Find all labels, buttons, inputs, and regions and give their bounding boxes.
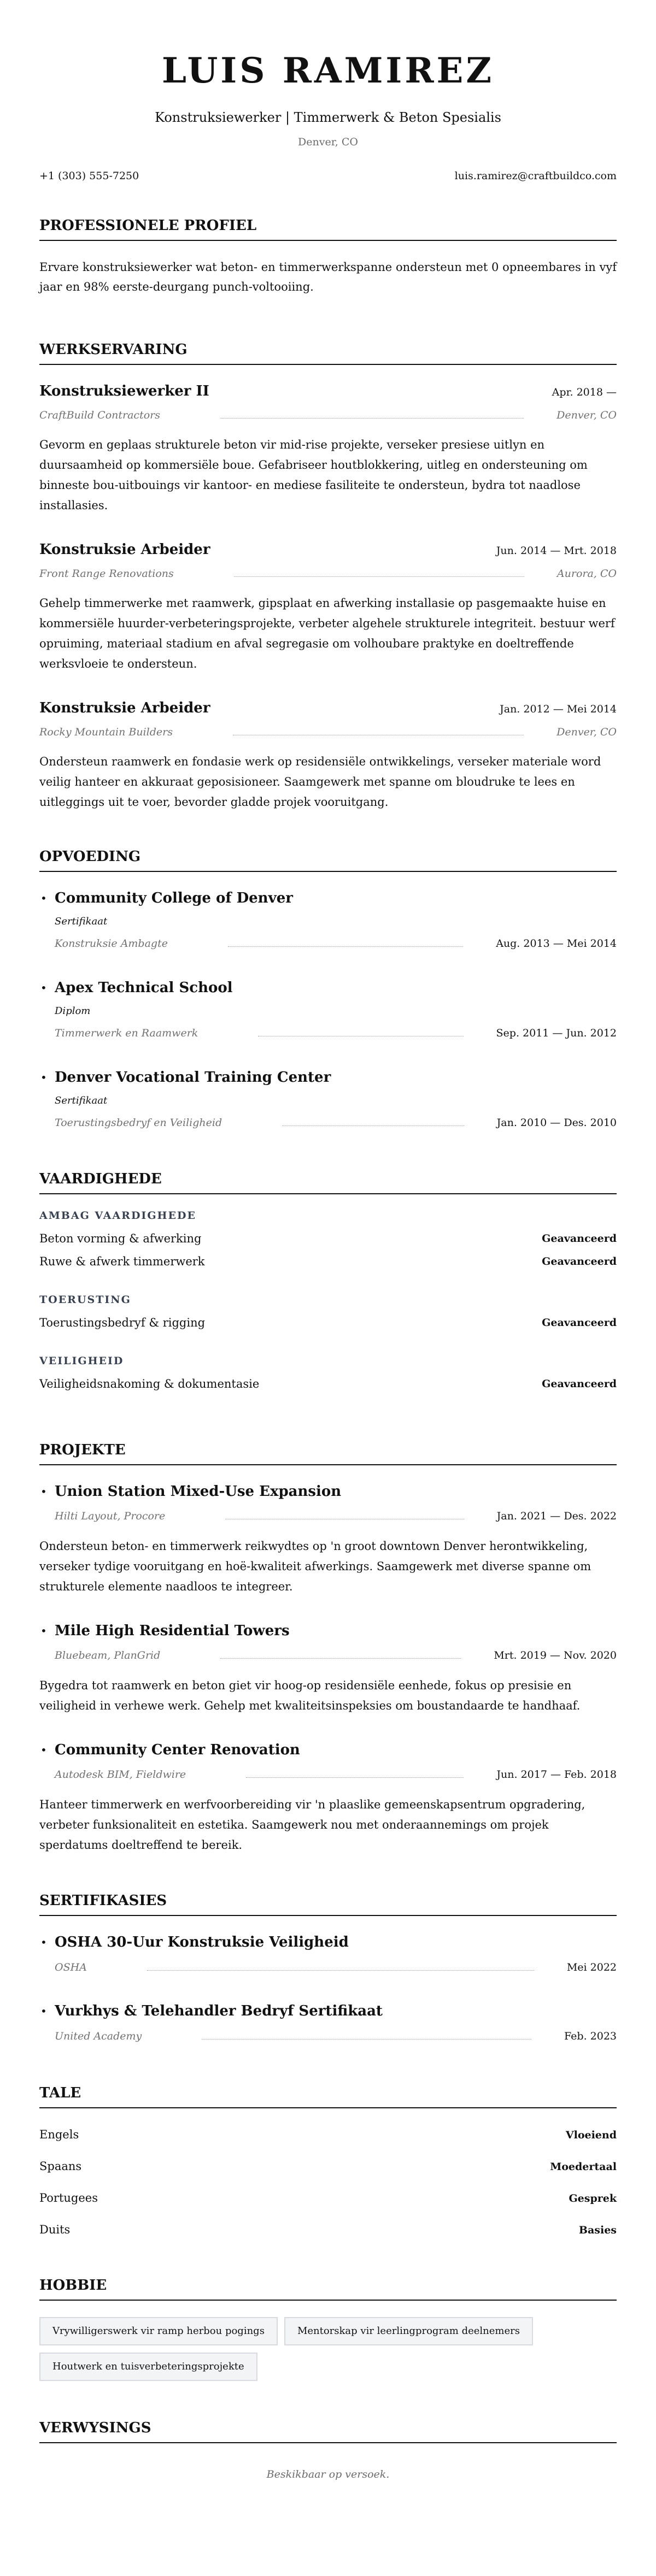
job-entry — [39, 540, 617, 674]
education-list — [39, 888, 617, 1130]
field-of-study: Konstruksie Ambagte — [55, 938, 168, 950]
job-dates: Apr. 2018 — — [552, 386, 617, 398]
experience-section — [39, 340, 617, 812]
project-title: • Union Station Mixed-Use Expansion — [55, 1483, 342, 1500]
certification-date: Mei 2022 — [566, 1961, 617, 1973]
project-dates: Jan. 2021 — Des. 2022 — [496, 1510, 617, 1522]
skills-section — [39, 1170, 617, 1391]
projects-section — [39, 1441, 617, 1855]
skill-category: TOERUSTING — [39, 1294, 131, 1306]
section-heading: HOBBIE — [39, 2276, 617, 2301]
job-dates: Jan. 2012 — Mei 2014 — [500, 703, 617, 715]
job-location: Aurora, CO — [557, 568, 617, 580]
hobbies-section — [39, 2276, 617, 2381]
meta-row — [39, 2029, 617, 2043]
language-level: Vloeiend — [565, 2129, 617, 2141]
school-name: • Apex Technical School — [55, 980, 233, 996]
certification-issuer: United Academy — [55, 2030, 142, 2042]
meta-row — [39, 1767, 617, 1782]
contact-row — [39, 169, 617, 183]
language-name: Engels — [39, 2128, 79, 2141]
project-tools: Autodesk BIM, Fieldwire — [55, 1769, 186, 1781]
section-heading: VAARDIGHEDE — [39, 1170, 617, 1194]
hobby-tag: Vrywilligerswerk vir ramp herbou pogings — [39, 2317, 278, 2345]
job-location: Denver, CO — [557, 726, 617, 738]
skill-category: AMBAG VAARDIGHEDE — [39, 1210, 196, 1222]
section-heading: WERKSERVARING — [39, 340, 617, 365]
project-entry — [39, 1740, 617, 1855]
candidate-location: Denver, CO — [298, 136, 358, 148]
language-row — [39, 2222, 617, 2238]
job-entry — [39, 698, 617, 812]
job-description: Gehelp timmerwerke met raamwerk, gipsplaat en afwerking installasie op pasgemaakte huise en kommersiële huurder-verbeteringsprojekte, verbeter algehele strukturele integriteit. bestuur werf opruiming, materiaal stadium en afval segregasie om volhoubare praktyke en doeltreffende werksvloeie te ondersteun. — [39, 597, 615, 670]
section-heading: PROJEKTE — [39, 1441, 617, 1465]
resume-header — [39, 48, 617, 183]
project-entry — [39, 1482, 617, 1597]
job-title: Konstruksiewerker II — [39, 383, 209, 399]
skill-category: VEILIGHEID — [39, 1355, 124, 1367]
candidate-name: LUIS RAMIREZ — [161, 50, 495, 91]
job-description: Gevorm en geplaas strukturele beton vir mid-rise projekte, verseker presiese uitlyn en duursaamheid op kommersiële boue. Gefabriseer houtblokkering, uitleg en ondersteuning om binneste bou-uitbouings vir kantoor- en mediese fasiliteite te ondersteun, bydra tot naadlose installasies. — [39, 438, 588, 512]
school-name: • Community College of Denver — [55, 890, 293, 906]
project-header — [39, 1482, 617, 1501]
profile-summary: Ervare konstruksiewerker wat beton- en timmerwerkspanne ondersteun met 0 opneembares in vyf jaar en 98% eerste-deurgang punch-voltooiing. — [39, 261, 617, 293]
job-location: Denver, CO — [557, 409, 617, 421]
education-section — [39, 847, 617, 1130]
project-description: Ondersteun beton- en timmerwerk reikwydtes op 'n groot downtown Denver herontwikkeling, verseker tydige vooruitgang en hoë-kwaliteit afwerkings. Saamgewerk met diverse spanne om strukturele elemente naadloos te integreer. — [39, 1540, 591, 1593]
dotted-leader — [147, 1970, 534, 1971]
hobby-tags — [39, 2317, 617, 2381]
candidate-headline: Konstruksiewerker | Timmerwerk & Beton Spesialis — [155, 110, 501, 125]
meta-row — [55, 936, 617, 951]
language-level: Moedertaal — [550, 2161, 617, 2173]
section-heading: OPVOEDING — [39, 847, 617, 872]
skill-name: Veiligheidsnakoming & dokumentasie — [39, 1377, 260, 1390]
language-name: Duits — [39, 2223, 71, 2236]
project-tools: Bluebeam, PlanGrid — [55, 1649, 161, 1661]
degree: Sertifikaat — [55, 1095, 108, 1106]
meta-row — [55, 1116, 617, 1130]
skill-name: Ruwe & afwerk timmerwerk — [39, 1255, 205, 1268]
languages-section — [39, 2084, 617, 2238]
certification-date: Feb. 2023 — [564, 2030, 617, 2042]
meta-row — [39, 725, 617, 739]
job-header — [39, 698, 617, 718]
certification-title: • Vurkhys & Telehandler Bedryf Sertifikaat — [55, 2003, 383, 2019]
meta-row — [39, 1648, 617, 1663]
school-name: • Denver Vocational Training Center — [55, 1069, 331, 1086]
company-name: Front Range Renovations — [39, 568, 174, 580]
dotted-leader — [228, 946, 463, 947]
project-description: Hanteer timmerwerk en werfvoorbereiding vir 'n plaaslike gemeenskapsentrum opgradering, verbeter funksionaliteit en estetika. Saamgewerk nou met onderaannemings om projek sperdatums doeltreffend te bereik. — [39, 1798, 585, 1852]
email-address[interactable]: luis.ramirez@craftbuildco.com — [454, 170, 617, 182]
project-dates: Jun. 2017 — Feb. 2018 — [496, 1769, 617, 1781]
references-section — [39, 2419, 617, 2481]
project-description: Bygedra tot raamwerk en beton giet vir hoog-op residensiële eenhede, fokus op presisie en veiligheid in verhewe werk. Gehelp met kwaliteitsinspeksies om boustandaarde te handhaaf. — [39, 1679, 581, 1712]
skills-list — [39, 1209, 617, 1391]
company-name: CraftBuild Contractors — [39, 409, 160, 421]
job-title: Konstruksie Arbeider — [39, 700, 210, 716]
job-header — [39, 540, 617, 559]
education-entry — [39, 1068, 617, 1130]
skill-level: Geavanceerd — [542, 1233, 617, 1245]
dotted-leader — [220, 1658, 461, 1659]
profile-section — [39, 216, 617, 302]
field-of-study: Toerustingsbedryf en Veiligheid — [55, 1117, 222, 1129]
certifications-section — [39, 1891, 617, 2043]
hobby-tag: Houtwerk en tuisverbeteringsprojekte — [39, 2353, 257, 2381]
skill-group — [39, 1209, 617, 1269]
job-title: Konstruksie Arbeider — [39, 541, 210, 558]
skill-row — [39, 1316, 617, 1330]
dotted-leader — [282, 1125, 464, 1126]
meta-row — [39, 1509, 617, 1523]
dotted-leader — [246, 1777, 464, 1778]
language-row — [39, 2190, 617, 2206]
certification-header — [39, 2001, 617, 2021]
meta-row — [39, 408, 617, 422]
education-dates: Jan. 2010 — Des. 2010 — [496, 1117, 617, 1129]
language-name: Portugees — [39, 2191, 98, 2204]
certification-header — [39, 1932, 617, 1952]
education-entry — [39, 888, 617, 951]
job-dates: Jun. 2014 — Mrt. 2018 — [496, 545, 617, 557]
section-heading: TALE — [39, 2084, 617, 2108]
skill-group — [39, 1293, 617, 1330]
skill-name: Beton vorming & afwerking — [39, 1232, 202, 1245]
project-header — [39, 1740, 617, 1760]
certification-title: • OSHA 30-Uur Konstruksie Veiligheid — [55, 1934, 349, 1950]
skill-level: Geavanceerd — [542, 1378, 617, 1390]
project-tools: Hilti Layout, Procore — [55, 1510, 166, 1522]
job-description: Ondersteun raamwerk en fondasie werk op residensiële ontwikkelings, verseker materiale word veilig hanteer en akkuraat geposisioneer. Saamgewerk met spanne om bloudruke te lees en uitleggings uit te voer, bevorder gladde projek vooruitgang. — [39, 755, 601, 809]
education-entry — [39, 978, 617, 1040]
references-note: Beskikbaar op versoek. — [266, 2468, 390, 2480]
job-entry — [39, 381, 617, 516]
section-heading: SERTIFIKASIES — [39, 1891, 617, 1916]
certifications-list — [39, 1932, 617, 2043]
project-title: • Community Center Renovation — [55, 1742, 300, 1758]
job-header — [39, 381, 617, 401]
company-name: Rocky Mountain Builders — [39, 726, 173, 738]
certification-issuer: OSHA — [55, 1961, 87, 1973]
skill-group — [39, 1354, 617, 1391]
meta-row — [39, 567, 617, 581]
project-dates: Mrt. 2019 — Nov. 2020 — [494, 1649, 617, 1661]
project-entry — [39, 1621, 617, 1716]
project-title: • Mile High Residential Towers — [55, 1623, 290, 1639]
section-heading: PROFESSIONELE PROFIEL — [39, 216, 617, 241]
dotted-leader — [234, 576, 524, 577]
meta-row — [39, 1960, 617, 1974]
education-dates: Aug. 2013 — Mei 2014 — [496, 938, 617, 950]
skill-row — [39, 1231, 617, 1246]
project-header — [39, 1621, 617, 1641]
hobby-tag: Mentorskap vir leerlingprogram deelnemers — [284, 2317, 533, 2345]
language-row — [39, 2127, 617, 2143]
certification-entry — [39, 1932, 617, 1974]
projects-list — [39, 1482, 617, 1855]
language-level: Gesprek — [569, 2192, 617, 2204]
degree: Sertifikaat — [55, 916, 108, 927]
degree: Diplom — [55, 1005, 91, 1017]
meta-row — [55, 1026, 617, 1040]
certification-entry — [39, 2001, 617, 2043]
field-of-study: Timmerwerk en Raamwerk — [55, 1027, 198, 1039]
phone-number: +1 (303) 555-7250 — [39, 170, 139, 182]
skill-row — [39, 1377, 617, 1391]
section-heading: VERWYSINGS — [39, 2419, 617, 2443]
languages-list — [39, 2127, 617, 2238]
language-row — [39, 2159, 617, 2174]
skill-row — [39, 1254, 617, 1269]
language-level: Basies — [578, 2224, 617, 2236]
education-dates: Sep. 2011 — Jun. 2012 — [496, 1027, 617, 1039]
skill-name: Toerustingsbedryf & rigging — [39, 1316, 206, 1329]
skill-level: Geavanceerd — [542, 1255, 617, 1268]
experience-list — [39, 381, 617, 812]
language-name: Spaans — [39, 2160, 82, 2173]
skill-level: Geavanceerd — [542, 1317, 617, 1329]
